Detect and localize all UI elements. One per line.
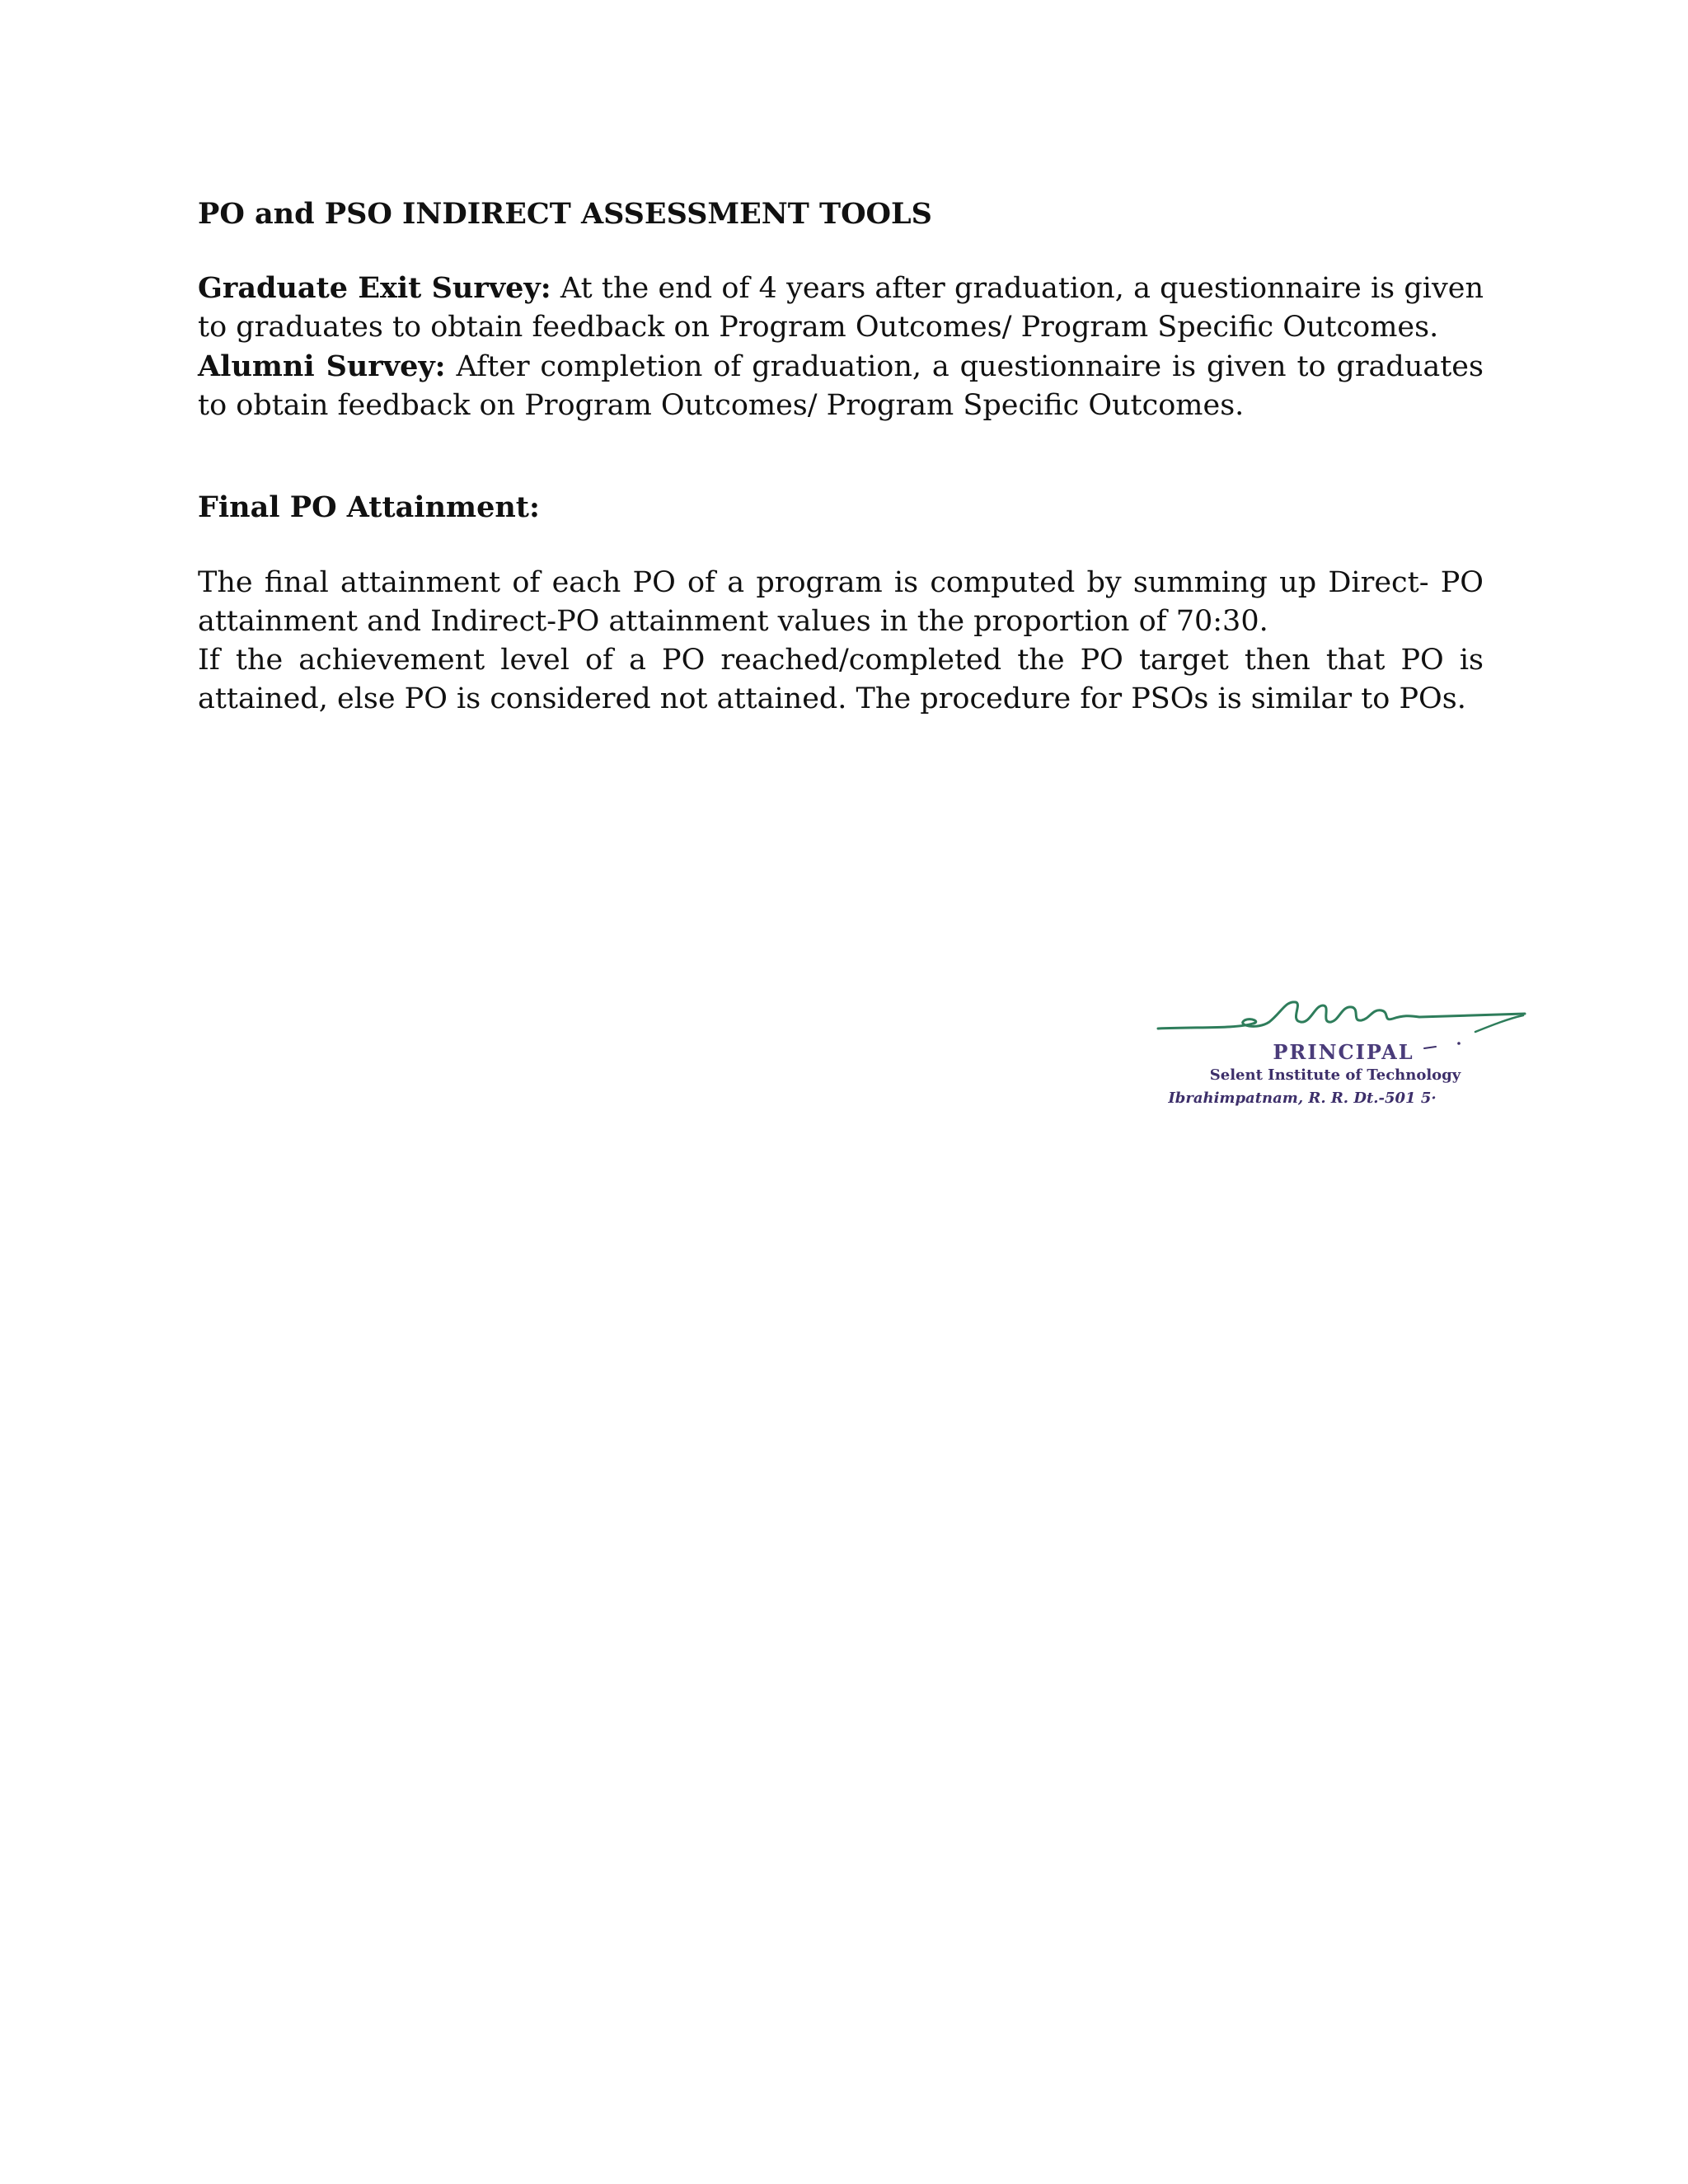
final-po-heading: Final PO Attainment: — [198, 490, 540, 524]
graduate-exit-survey-text: At the end of 4 years after graduation, a questionnaire is given to graduates to obtain feedback on Program Outcomes/ Program Specific Outcomes. — [198, 272, 1484, 344]
final-attainment-paragraph: The final attainment of each PO of a program is computed by summing up Direct- PO attainment and Indirect-PO attainment values in the proportion of 70:30. — [198, 566, 1484, 638]
main-heading: PO and PSO INDIRECT ASSESSMENT TOOLS — [198, 197, 932, 231]
stamp-institute: Selent Institute of Technology — [1209, 1066, 1461, 1084]
alumni-survey-paragraph — [198, 347, 1484, 425]
alumni-survey-label: Alumni Survey: — [198, 349, 446, 383]
stamp-address: Ibrahimpatnam, R. R. Dt.-501 5· — [1168, 1090, 1437, 1107]
survey-block — [198, 269, 1484, 425]
document-body — [198, 194, 1484, 719]
graduate-exit-survey-label: Graduate Exit Survey: — [198, 271, 551, 305]
stamp-title: PRINCIPAL — [1273, 1040, 1414, 1064]
principal-stamp — [1113, 981, 1541, 1121]
attainment-criteria-paragraph: If the achievement level of a PO reached/completed the PO target then that PO is attained, else PO is considered not attained. The procedure for PSOs is similar to POs. — [198, 644, 1484, 715]
alumni-survey-text: After completion of graduation, a questionnaire is given to graduates to obtain feedback on Program Outcomes/ Program Specific Outcomes. — [198, 350, 1484, 422]
graduate-exit-survey-paragraph — [198, 269, 1484, 347]
